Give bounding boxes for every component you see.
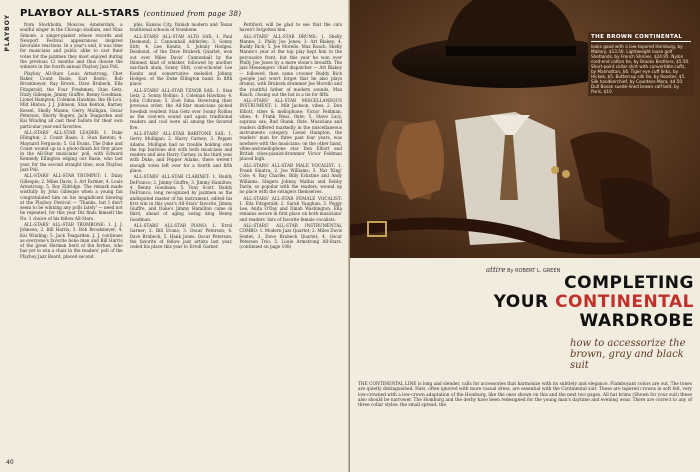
text-columns [20,22,342,452]
article-opener [350,258,700,472]
title-line-1: COMPLETING [564,273,694,293]
paragraph: ALL-STARS' ALL-STAR TENOR SAX: 1. Stan Getz; 2. Sonny Rollins; 3. Coleman Hawkins; 4. John Coltrane; 5. Zoot Sims. Reversing their previous order, the All-Star musicians picked Swedish resident Stan Getz over Sonny Rollins as the cool-era sound and again traditional readers and cool were all among the favored five. [129,87,233,130]
headline-continued: (continued from page 38) [143,10,242,18]
gloves-icon [377,120,444,200]
article-headline [20,8,241,19]
paragraph: from Stockholm, Moscow, Amsterdam, a soulful singer in the Chicago stadium, and Nina Simone, a singer-pianist whose records and Newport Festival appearances inspired favorable reactions. In a year's end, it was time for musicians and public alike to cast their votes for the jazzmen they most enjoyed during the previous 12 months and thus choose the winners in the fourth annual Playboy Jazz Poll. [20,22,123,70]
caption-rule [591,41,691,42]
headline-text: PLAYBOY ALL-STARS [20,8,140,19]
paragraph: ALL-STARS' ALL-STAR TROMBONE: 1. J. J. Johnson; 2. Bill Harris; 3. Bob Brookmeyer; 4. Kai Winding; 5. Jack Teagarden. J. J. continues as everyone's favorite bone man and Bill Harris of the great Herman herd of the forties, who has yet to win a chair in the readers' poll of the Playboy Jazz Board, placed second. [20,221,123,259]
title-line-2 [464,293,694,312]
paragraph: ALL-STARS' ALL-STAR INSTRUMENTAL COMBO: 1. Modern Jazz Quartet; 2. Miles Davis Sextet; 3. Dave Brubeck Quartet; 4. Oscar Peterson Trio; 5. Louie Armstrong All-Stars. (continued on page 108) [239,222,343,250]
paragraph: ALL-STARS' ALL-STAR MISCELLANEOUS INSTRUMENT: 1. Milt Jackson, vibes; 2. Don Elliott, vibes & mellophone; Victor Feldman, vibes; 4. Frank Wess, flute; 5. Steve Lacy, soprano sax; Bud Shank, flute. Musicians and readers differed markedly in the miscellaneous instruments category. Lionel Hampton, the readers' man for three past four years, was nowhere with the musicians; on the other hand, vibes-and-mellophone star Don Elliott and British vibes-pianist-drummer Victor Feldman placed high. [239,98,343,162]
photo-caption [588,32,694,96]
title-word-continental: CONTINENTAL [555,292,694,312]
paragraph: ALL-STARS' ALL-STAR BARITONE SAX: 1. Gerry Mulligan; 2. Harry Carney; 3. Pepper Adams. Mulligan had no trouble holding onto the top baritone slot with both musicians and readers and also Harry Carney, in his third year with Duke, and Pepper Adams, there weren't enough votes left over for a fourth and fifth place. [129,130,233,174]
cufflink-icon [551,166,559,174]
article-subhead: how to accessorize the brown, gray and black suit [570,338,686,371]
caption-title: THE BROWN CONTINENTAL [591,34,683,40]
paragraph: ALL-STARS' ALL-STAR FEMALE VOCALIST: 1. Ella Fitzgerald; 2. Sarah Vaughan; 3. Peggy Lee, Anita O'Day and Dinah Washington. Ella remains secure in first place on both musicians' and readers' lists of favorite female vocalists. [239,195,343,222]
paragraph: phis, Kansas City, Danish modern and Texan traditional schools of trombone. [129,22,233,33]
paragraph: ALL-STARS' ALL-STAR DRUMS: 1. Shelly Manne; 2. Philly Joe Jones; 3. Art Blakey; 4. Buddy Rich; 5. Joe Morello. Max Roach, Shelly Manne's year at the top play kept him in the percussive front, but this year he won over Philly Joe Jones by a mere stone's breadth. The jazz Messengers' chief dispatcher — Art Blakey — followed, then came crooner Buddy Rich (people just won't forget that he also plays drums), with Brubeck drummer Joe Morello and the youthful father of modern sounds, Max Roach, closing out the list in a tie for fifth. [239,33,343,97]
title-line-3: WARDROBE [579,311,694,331]
cufflink-icon [562,170,570,178]
paragraph: ALL-STARS' ALL-STAR CLARINET: 1. Buddy DeFranco; 2. Jimmy Giuffre; 3. Jimmy Hamilton; 4. Benny Goodman; 5. Tony Scott. Buddy DeFranco, long recognized by jazzmen as the undisputed master of his instrument, edited his first win in this year's All-Stars' favorite, Jimmy Giuffre, and Duke's Jimmy Hamilton came in third, ahead of aging swing king Benny Goodman. [129,174,233,222]
paragraph: ALL-STARS' ALL-STAR LEADER: 1. Duke Ellington; 2. Count Basie; 3. Stan Kenton; 4. Maynard Ferguson; 5. Gil Evans. The Duke and Count wound up in a photo-finish for first place in the All-Star musicians' poll, with Edward Kennedy Ellington edging out Basie, who last year, for the second straight time, won Playboy Jazz Poll. [20,129,123,173]
byline-section: attire [486,266,506,274]
paragraph: Pettiford, will be glad to see that the cats haven't forgotten him. [239,22,343,33]
right-page [350,0,700,472]
paragraph: ALL-STARS' ALL-STAR TRUMPET: 1. Dizzy Gillespie; 2. Miles Davis; 3. Art Farmer; 4. Louis Armstrong; 5. Roy Eldridge. The remark made wistfully by John Gillespie when a young fan congratulated him on his magnificent blowing at the Playboy Festival — 'Thanks, but I don't seem to be winning any polls lately' — need not be repeated, for this year Diz finds himself the No. 1 choice of his fellow All-Stars. [20,173,123,221]
paragraph: Playboy All-Stars Louis Armstrong, Chet Baker, Count Basie, Earl Bostic, Bob Brookmeyer, Ray Brown, Dave Brubeck, Ella Fitzgerald, the Four Freshmen, Stan Getz, Dizzy Gillespie, Jimmy Giuffre, Benny Goodman, Lionel Hampton, Coleman Hawkins, the Hi-Lo's, Milt Hinton, J. J. Johnson, Stan Kenton, Barney Kessel, Shelly Manne, Gerry Mulligan, Oscar Peterson, Shorty Rogers, Jack Teagarden and Kai Winding all cast their ballots for their own particular year-end favorites. [20,70,123,129]
title-word-your: YOUR [493,292,549,312]
page-number: 40 [6,459,14,466]
side-label: PLAYBOY [4,14,11,52]
paragraph: ALL-STARS' ALL-STAR ALTO SAX: 1. Paul Desmond; 2. Cannonball Adderley; 3. Sonny Stitt; 4. Lee Konitz; 5. Johnny Hodges. Desmond, of the Dave Brubeck Quartet, won out over Miles Davis' Cannonball by the thinnest kind of whisker, followed by another sax-flash alum, Sonny Stitt, cool-schooler Lee Konitz and conservative melodist Johnny Hodges, of the Duke Ellington band, in fifth place. [129,33,233,87]
paragraph: ALL-STARS' ALL-STAR PIANO: 1. Errol Garner; 2. Bill Evans; 3. Oscar Peterson; 4. Dave Brubeck; 5. Hank Jones. Oscar Peterson, the favorite of fellow jazz artists last year, ceded his place this year to Erroll Garner. [129,222,233,250]
byline [486,266,560,274]
column-2 [130,22,233,452]
column-1 [20,22,123,452]
byline-author: By ROBERT L. GREEN [507,268,561,274]
paragraph: ALL-STARS' ALL-STAR MALE VOCALIST: 1. Frank Sinatra; 2. Joe Williams; 3. Nat 'King' Cole; 4. Ray Charles, Billy Eckstine and Andy Williams. Singers Johnny Mathis and Bobby Darin, so popular with the readers, wound up no place with the swingers themselves. [239,162,343,195]
article-title [464,274,694,331]
article-body: THE CONTINENTAL LINE is long and slender, calls for accessories that harmonize with its subtlety and elegance. Flamboyant colors are out. The tones are quietly distinguished. Hats, often ignored with more casual dress, are essential with the Continental suit. These are tapered crowns in soft felt, very low-crowned with a low-crown adaptation of the Homburg, like the ones shown on this and the next two pages. All hat brims (Shown for your suit) these also should be narrower. The Homburg and the derby have been redesigned for the young man's daytime and evening wear. There are correct to any of three collar styles: the small spread, the [358,382,692,409]
caption-text: looks good with a low-tapered Homburg, by Mallory, $13.50. Lightweight loose golf Shetlands, by French Shriner, $24.95. Nylon cord-end cotton tie, by Brooks Brothers, $5.50. Short-point collar shirt with convertible cuffs, by Manhattan, $6. Tiger eye cuff links, by Hickok, $5. Buttercup silk tie, by Rooster, $5. Silk handkerchief, by Countess-Mara, $4.50. Dull Bosak suede-lined brown calf belt, by Paris, $10. [591,44,690,94]
column-3 [239,22,342,452]
